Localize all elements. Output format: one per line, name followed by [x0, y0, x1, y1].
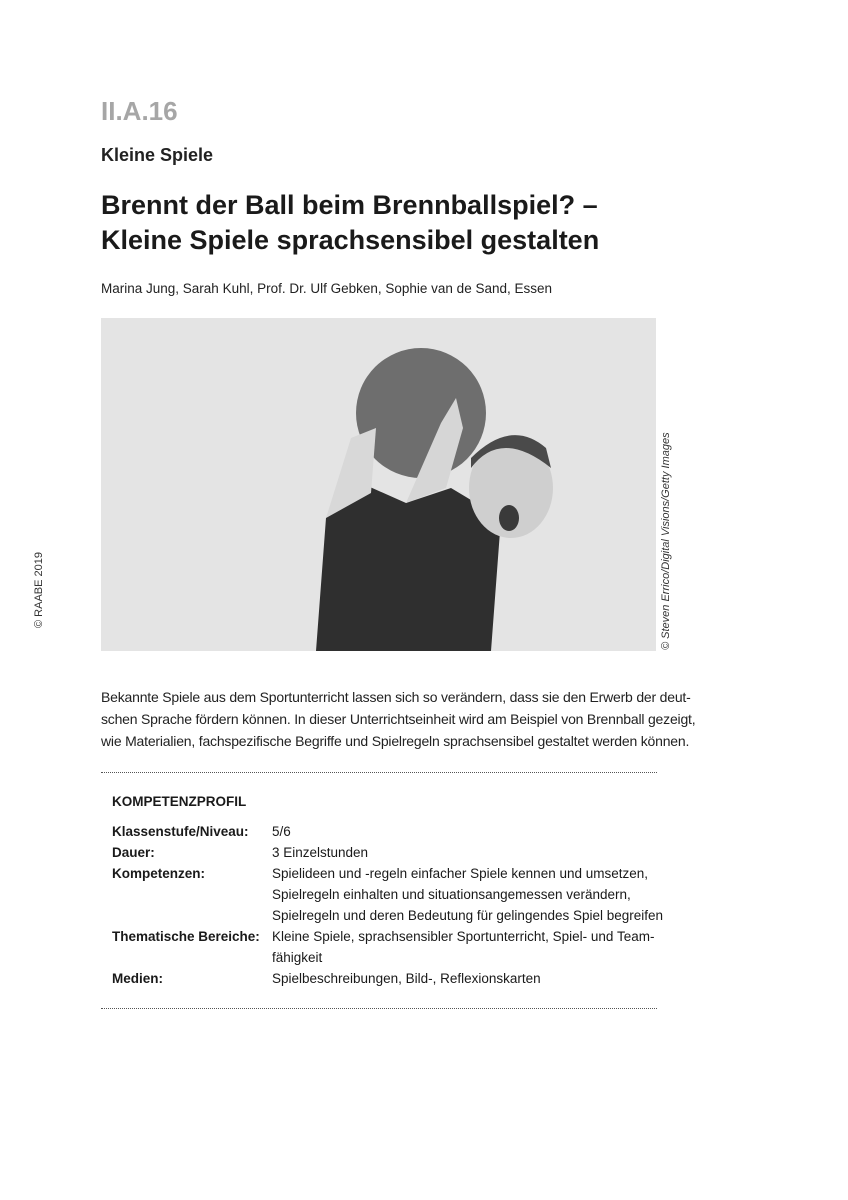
category: Kleine Spiele [101, 145, 214, 165]
profile-label: Klassenstufe/Niveau: [112, 824, 249, 839]
cover-photo [101, 318, 656, 651]
profile-value: Spielbeschreibungen, Bild-, Reflexionskarten [272, 971, 541, 986]
title-line: Brennt der Ball beim Brennballspiel? – [101, 190, 598, 220]
divider [101, 772, 657, 773]
profile-label: Dauer: [112, 845, 155, 860]
competence-profile [101, 772, 701, 1009]
profile-row [112, 863, 701, 926]
profile-value: Spielideen und -regeln einfacher Spiele kennen und umsetzen, [272, 866, 649, 881]
intro-line: schen Sprache fördern können. In dieser Unterrichtseinheit wird am Beispiel von Brennball gezeigt, [101, 711, 696, 727]
copyright: © RAABE 2019 [33, 552, 45, 628]
profile-row [112, 968, 701, 989]
intro-line: wie Materialien, fachspezifische Begriffe und Spielregeln sprachsensibel gestaltet werden können. [101, 733, 690, 749]
profile-label: Thematische Bereiche: [112, 929, 260, 944]
page-title [101, 188, 599, 258]
profile-value: fähigkeit [272, 950, 323, 965]
profile-value: Spielregeln einhalten und situationsangemessen verändern, [272, 887, 631, 902]
profile-value: 5/6 [272, 824, 291, 839]
unit-code: II.A.16 [101, 96, 178, 126]
title-line: Kleine Spiele sprachsensibel gestalten [101, 225, 600, 255]
intro-line: Bekannte Spiele aus dem Sportunterricht lassen sich so verändern, dass sie den Erwerb der deut- [101, 689, 691, 705]
profile-row [112, 821, 701, 842]
profile-row [112, 926, 701, 968]
intro-paragraph [101, 686, 695, 752]
profile-label: Kompetenzen: [112, 866, 206, 881]
profile-label: Medien: [112, 971, 164, 986]
authors: Marina Jung, Sarah Kuhl, Prof. Dr. Ulf Gebken, Sophie van de Sand, Essen [101, 281, 553, 296]
profile-row [112, 842, 701, 863]
profile-heading: KOMPETENZPROFIL [112, 794, 247, 809]
profile-value: Kleine Spiele, sprachsensibler Sportunterricht, Spiel- und Team- [272, 929, 655, 944]
profile-value: 3 Einzelstunden [272, 845, 369, 860]
divider [101, 1008, 657, 1009]
photo-credit: © Steven Errico/Digital Visions/Getty Images [660, 432, 672, 650]
profile-value: Spielregeln und deren Bedeutung für gelingendes Spiel begreifen [272, 908, 664, 923]
